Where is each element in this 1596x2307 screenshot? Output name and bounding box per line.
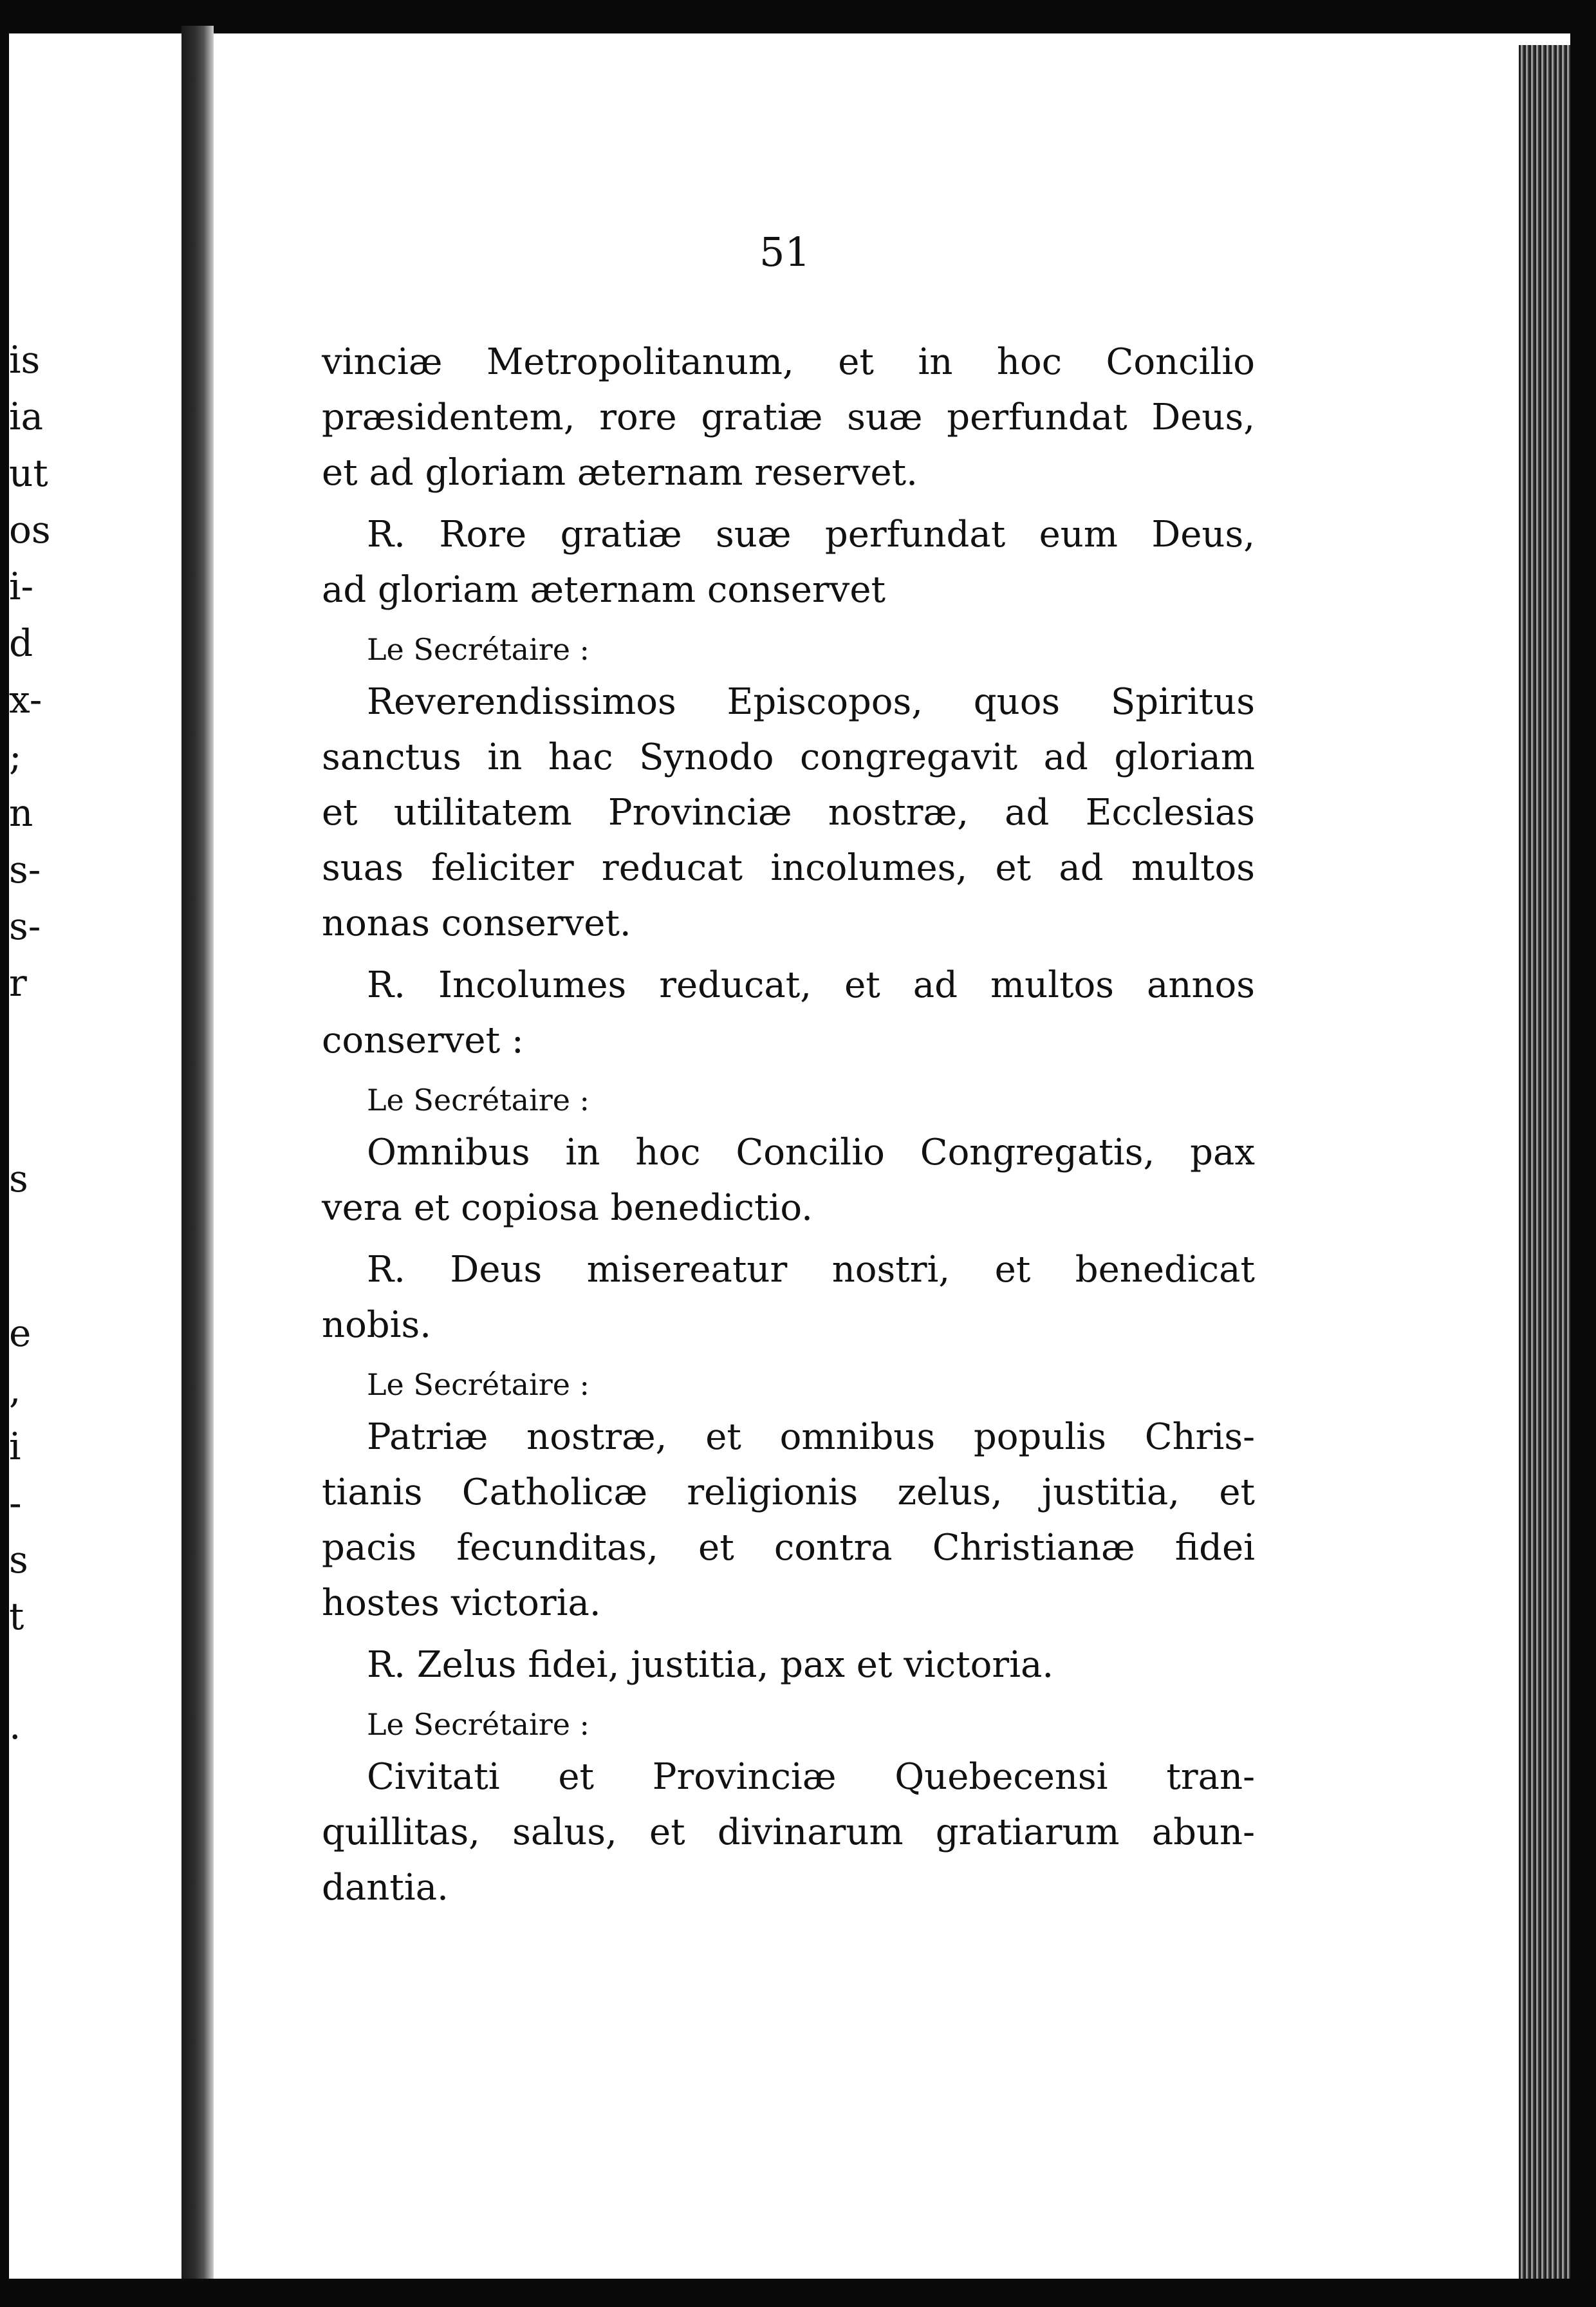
left-page-text: i- — [9, 565, 34, 608]
left-page-text: s — [9, 1157, 28, 1200]
paragraph — [322, 1699, 1255, 1916]
paragraph — [322, 1242, 1255, 1353]
left-page-text: r — [9, 961, 27, 1005]
scan-border-bottom — [0, 2279, 1596, 2307]
text-line: conservet : — [322, 1020, 524, 1061]
speaker-label: Le Secrétaire : — [367, 632, 590, 667]
paragraph — [322, 1359, 1255, 1631]
text-line: vinciæ Metropolitanum, et in hoc Concilio — [322, 341, 1255, 383]
text-line: R. Deus misereatur nostri, et benedicat — [367, 1249, 1255, 1291]
paragraph-gap — [322, 618, 1255, 624]
text-line: quillitas, salus, et divinarum gratiarum abun- — [322, 1811, 1255, 1853]
page-number: 51 — [759, 229, 810, 276]
text-line: ad gloriam æternam conservet — [322, 569, 886, 611]
paragraph — [322, 958, 1255, 1069]
text-line: Omnibus in hoc Concilio Congregatis, pax — [367, 1132, 1255, 1173]
left-page-text: os — [9, 508, 51, 552]
paragraph — [322, 1638, 1255, 1693]
paragraph-gap — [322, 1693, 1255, 1699]
paragraph — [322, 335, 1255, 501]
left-page-text: ut — [9, 451, 48, 495]
left-page-text: ia — [9, 395, 44, 438]
left-page-text: s- — [9, 904, 41, 948]
speaker-label: Le Secrétaire : — [367, 1707, 590, 1742]
left-page-fragment — [9, 33, 181, 2279]
text-line: Civitati et Provinciæ Quebecensi tran- — [367, 1756, 1255, 1798]
paragraph — [322, 507, 1255, 618]
page-edges — [1519, 45, 1570, 2285]
left-page-text: n — [9, 791, 33, 835]
left-page-text: , — [9, 1368, 21, 1412]
text-line: et utilitatem Provinciæ nostræ, ad Ecclesias — [322, 792, 1255, 834]
paragraph-gap — [322, 1631, 1255, 1638]
text-line: R. Incolumes reducat, et ad multos annos — [367, 964, 1255, 1006]
paragraph — [322, 624, 1255, 951]
text-line: sanctus in hac Synodo congregavit ad gloriam — [322, 736, 1255, 778]
text-line: R. Rore gratiæ suæ perfundat eum Deus, — [367, 514, 1255, 556]
scan-border-left — [0, 0, 9, 2307]
scan-border-top — [0, 0, 1596, 33]
left-page-text: x- — [9, 678, 42, 722]
left-page-text: i — [9, 1424, 21, 1468]
paragraph-gap — [322, 1069, 1255, 1075]
left-page-text: s — [9, 1538, 28, 1582]
scan-border-right — [1570, 0, 1596, 2307]
paragraph-gap — [322, 501, 1255, 507]
paragraph-gap — [322, 1353, 1255, 1359]
speaker-label: Le Secrétaire : — [367, 1367, 590, 1402]
left-page-text: ; — [9, 734, 22, 778]
text-line: tianis Catholicæ religionis zelus, justitia, et — [322, 1471, 1255, 1513]
paragraph-gap — [322, 1236, 1255, 1242]
text-line: et ad gloriam æternam reservet. — [322, 452, 918, 494]
left-page-text: e — [9, 1311, 32, 1355]
text-line: hostes victoria. — [322, 1582, 601, 1624]
left-page-text: t — [9, 1594, 24, 1638]
left-page-text: is — [9, 338, 41, 382]
text-line: Patriæ nostræ, et omnibus populis Chris- — [367, 1416, 1255, 1458]
page-body — [322, 335, 1255, 1916]
left-page-text: d — [9, 621, 33, 665]
paragraph — [322, 1075, 1255, 1236]
text-line: vera et copiosa benedictio. — [322, 1187, 813, 1229]
text-line: nonas conservet. — [322, 902, 631, 944]
text-line: R. Zelus fidei, justitia, pax et victoria. — [367, 1644, 1054, 1686]
text-line: Reverendissimos Episcopos, quos Spiritus — [367, 681, 1255, 723]
text-line: nobis. — [322, 1304, 432, 1346]
left-page-text: s- — [9, 848, 41, 892]
paragraph-gap — [322, 951, 1255, 958]
text-line: præsidentem, rore gratiæ suæ perfundat Deus, — [322, 397, 1255, 438]
text-line: dantia. — [322, 1867, 449, 1909]
left-page-text: - — [9, 1481, 22, 1525]
text-line: pacis fecunditas, et contra Christianæ fidei — [322, 1527, 1255, 1569]
speaker-label: Le Secrétaire : — [367, 1083, 590, 1117]
book-gutter — [181, 26, 214, 2285]
left-page-text: . — [9, 1704, 21, 1748]
text-line: suas feliciter reducat incolumes, et ad multos — [322, 847, 1255, 889]
